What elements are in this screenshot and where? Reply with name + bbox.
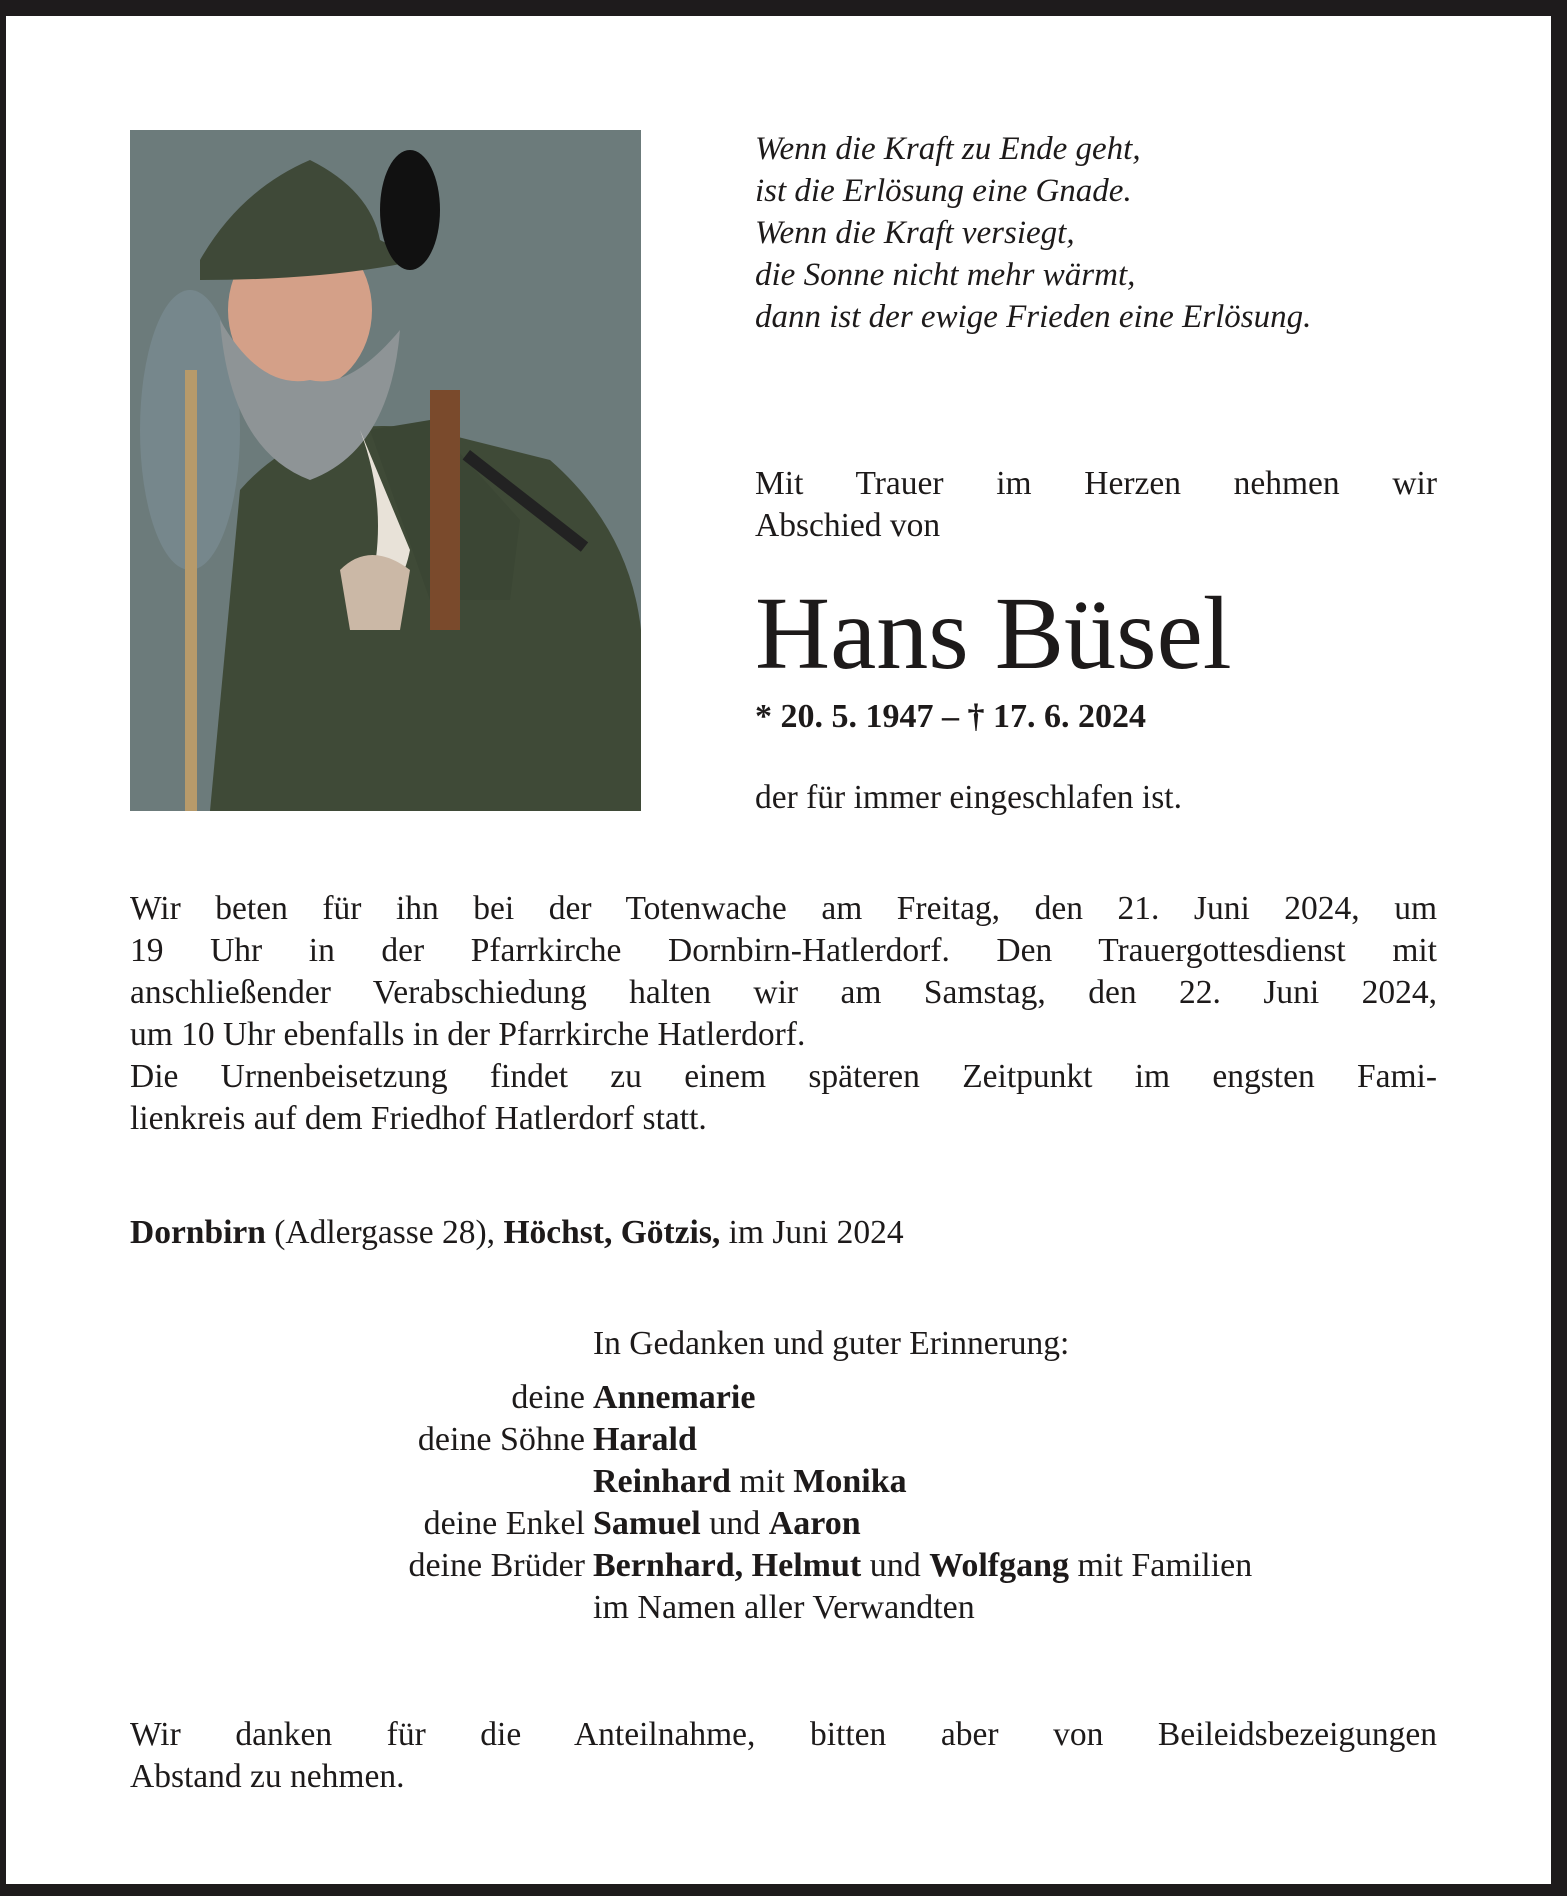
mourner-name-part: Wolfgang <box>929 1547 1070 1584</box>
mourner-names <box>593 1503 861 1545</box>
poem-line: ist die Erlösung eine Gnade. <box>755 173 1132 209</box>
deceased-name: Hans Büsel <box>755 576 1232 691</box>
paragraph-line: Wir beten für ihn bei der Totenwache am Freitag, den 21. Juni 2024, um <box>130 890 1437 927</box>
mourner-name-part: Aaron <box>768 1505 861 1542</box>
mourner-name-part: mit Familien <box>1069 1547 1253 1584</box>
mourners-heading: In Gedanken und guter Erinnerung: <box>593 1325 1070 1362</box>
subline: der für immer eingeschlafen ist. <box>755 779 1182 816</box>
mourner-name-part: im Namen aller Verwandten <box>593 1589 975 1626</box>
mourner-name-part: und <box>861 1547 930 1584</box>
paragraph-line: anschließender Verabschiedung halten wir am Samstag, den 22. Juni 2024, <box>130 974 1437 1011</box>
mourner-row <box>6 1419 1551 1461</box>
intro-text <box>755 463 1437 547</box>
poem-line: dann ist der ewige Frieden eine Erlösung. <box>755 299 1312 335</box>
mourner-name-part: und <box>700 1505 769 1542</box>
paragraph-line: um 10 Uhr ebenfalls in der Pfarrkirche Hatlerdorf. <box>130 1016 806 1053</box>
mourner-name-part: Harald <box>593 1421 697 1458</box>
mourner-name-part: Bernhard, Helmut <box>593 1547 862 1584</box>
paragraph-line: lienkreis auf dem Friedhof Hatlerdorf statt. <box>130 1100 707 1137</box>
mourner-name-part: Reinhard <box>593 1463 731 1500</box>
mourner-name-part: Monika <box>793 1463 907 1500</box>
place-towns: Höchst, Götzis, <box>503 1214 721 1251</box>
mourner-name-part: Samuel <box>593 1505 701 1542</box>
poem-line: Wenn die Kraft versiegt, <box>755 215 1075 251</box>
mourner-names <box>593 1377 755 1419</box>
mourner-names <box>593 1587 975 1629</box>
mourner-names <box>593 1545 1252 1587</box>
intro-line: Abschied von <box>755 507 941 544</box>
closing-text <box>130 1714 1437 1798</box>
relation-label: deine Brüder <box>408 1547 585 1584</box>
relation-label: deine Enkel <box>423 1505 585 1542</box>
poem <box>755 128 1311 338</box>
place-city: Dornbirn <box>130 1214 266 1251</box>
mourner-row <box>6 1503 1551 1545</box>
service-paragraph <box>130 888 1437 1140</box>
mourner-name-part: Annemarie <box>593 1379 756 1416</box>
closing-line: Abstand zu nehmen. <box>130 1758 405 1795</box>
mourner-names <box>593 1461 907 1503</box>
closing-line: Wir danken für die Anteilnahme, bitten aber von Beileidsbezeigungen <box>130 1716 1437 1753</box>
mourner-row <box>6 1461 1551 1503</box>
mourner-row <box>6 1545 1551 1587</box>
place-date: im Juni 2024 <box>720 1214 904 1251</box>
portrait-illustration <box>130 130 641 811</box>
relation-label: deine Söhne <box>417 1421 585 1458</box>
mourner-row <box>6 1587 1551 1629</box>
poem-line: die Sonne nicht mehr wärmt, <box>755 257 1136 293</box>
mourner-names <box>593 1419 697 1461</box>
relation-label: deine <box>511 1379 585 1416</box>
paragraph-line: 19 Uhr in der Pfarrkirche Dornbirn-Hatlerdorf. Den Trauergottesdienst mit <box>130 932 1437 969</box>
mourner-row <box>6 1377 1551 1419</box>
paragraph-line: Die Urnenbeisetzung findet zu einem späteren Zeitpunkt im engsten Fami- <box>130 1058 1437 1095</box>
place-line <box>130 1212 904 1254</box>
intro-line: Mit Trauer im Herzen nehmen wir <box>755 465 1437 502</box>
mourner-name-part: mit <box>730 1463 794 1500</box>
life-dates: * 20. 5. 1947 – † 17. 6. 2024 <box>755 698 1146 735</box>
poem-line: Wenn die Kraft zu Ende geht, <box>755 131 1141 167</box>
place-address: (Adlergasse 28), <box>265 1214 504 1251</box>
obituary-page <box>6 16 1551 1884</box>
portrait-photo <box>130 130 641 811</box>
